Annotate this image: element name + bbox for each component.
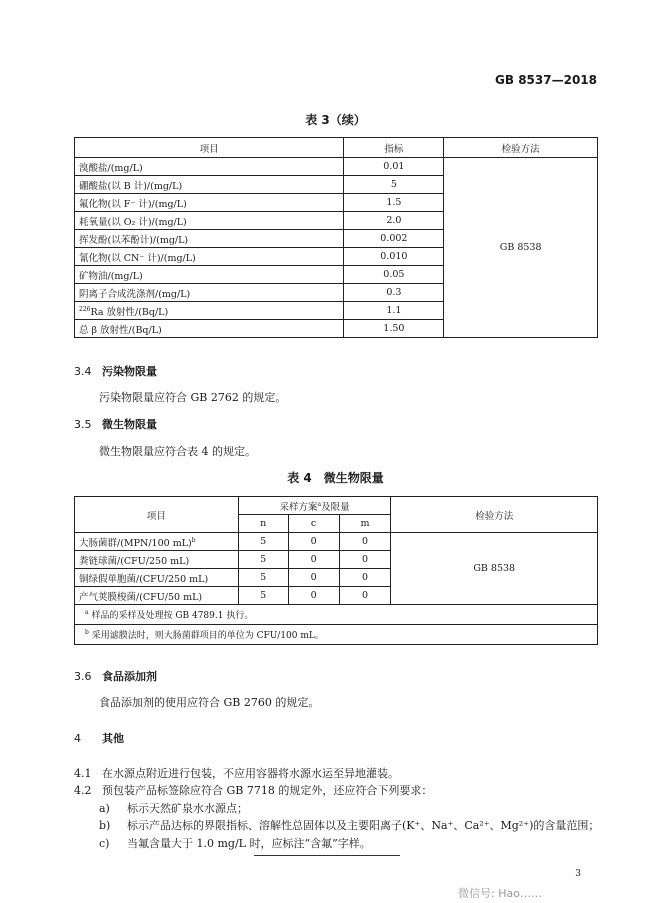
ion-ca: Ca²⁺ bbox=[464, 819, 490, 832]
item-number: 4.1 bbox=[74, 767, 92, 780]
table3-item: 总 β 放射性/(Bq/L) bbox=[75, 320, 344, 338]
table4-item: 产气荚膜梭菌/(CFU/50 mL) bbox=[75, 587, 239, 605]
table3-header-row bbox=[75, 138, 598, 158]
item-text: 在水源点附近进行包装，不应用容器将水源水运至异地灌装。 bbox=[102, 767, 399, 780]
ion-k: K⁺ bbox=[406, 819, 421, 832]
section-title: 其他 bbox=[102, 732, 124, 745]
table4-n: 5 bbox=[238, 533, 288, 551]
table4-note-row bbox=[75, 625, 598, 645]
item-4-1 bbox=[74, 765, 399, 781]
table4-c: 0 bbox=[288, 533, 339, 551]
item-text: 预包装产品标签除应符合 GB 7718 的规定外，还应符合下列要求： bbox=[102, 784, 433, 797]
table3-item-text: Ra 放射性/(Bq/L) bbox=[90, 306, 169, 318]
table4-m: 0 bbox=[339, 533, 391, 551]
section-number: 3.4 bbox=[74, 365, 92, 378]
note-text: 采用滤膜法时，则大肠菌群项目的单位为 CFU/100 mL。 bbox=[91, 631, 324, 641]
table3-item: 氟化物(以 F⁻ 计)/(mg/L) bbox=[75, 194, 344, 212]
subitem-mark: a) bbox=[99, 802, 110, 815]
ion-mg: Mg²⁺ bbox=[500, 819, 530, 832]
ion-na: Na⁺ bbox=[431, 819, 454, 832]
footnote-marker: b bbox=[191, 536, 196, 544]
subitem-text: 当氟含量大于 1.0 mg/L 时，应标注“含氟”字样。 bbox=[127, 837, 371, 850]
table3-value: 1.50 bbox=[344, 320, 444, 338]
table4-header-row bbox=[75, 497, 598, 515]
table4-note-a bbox=[75, 605, 598, 625]
section-number: 4 bbox=[74, 732, 81, 745]
table3-value: 2.0 bbox=[344, 212, 444, 230]
table3-value: 0.01 bbox=[344, 158, 444, 176]
table4-item-text: 大肠菌群/(MPN/100 mL) bbox=[79, 537, 192, 549]
table3-header-method: 检验方法 bbox=[444, 138, 598, 158]
table4-item bbox=[75, 533, 239, 551]
section-3-4-text: 污染物限量应符合 GB 2762 的规定。 bbox=[99, 391, 287, 404]
note-text: 样品的采样及处理按 GB 4789.1 执行。 bbox=[91, 611, 254, 621]
table3-item: 阴离子合成洗涤剂/(mg/L) bbox=[75, 284, 344, 302]
table4 bbox=[74, 496, 598, 645]
header-plan-text: 采样方案 bbox=[279, 501, 318, 513]
table3-method: GB 8538 bbox=[444, 158, 598, 338]
table4-caption: 表 4 微生物限量 bbox=[287, 471, 384, 485]
footnote-marker: a bbox=[85, 609, 89, 616]
section-title: 污染物限量 bbox=[102, 365, 157, 378]
footnote-marker: a bbox=[317, 500, 322, 508]
page-number: 3 bbox=[575, 869, 581, 879]
table4-note-b bbox=[75, 625, 598, 645]
isotope-mass-number: 226 bbox=[79, 305, 91, 313]
table3-header-value: 指标 bbox=[344, 138, 444, 158]
table3-header-item: 项目 bbox=[75, 138, 344, 158]
subitem-c bbox=[99, 835, 371, 851]
table3-value: 0.002 bbox=[344, 230, 444, 248]
subheader-n: n bbox=[238, 515, 288, 533]
table3-value: 0.3 bbox=[344, 284, 444, 302]
table3-item: 氰化物(以 CN⁻ 计)/(mg/L) bbox=[75, 248, 344, 266]
table4-item: 粪链球菌/(CFU/250 mL) bbox=[75, 551, 239, 569]
standard-code: GB 8537—2018 bbox=[495, 73, 597, 87]
table4-note-row bbox=[75, 605, 598, 625]
section-title: 微生物限量 bbox=[102, 418, 157, 431]
table3-value: 5 bbox=[344, 176, 444, 194]
table3-item: 耗氧量(以 O₂ 计)/(mg/L) bbox=[75, 212, 344, 230]
watermark: 微信号: Hao…… bbox=[458, 887, 542, 900]
subitem-mark: c) bbox=[99, 837, 110, 850]
end-rule bbox=[254, 855, 400, 856]
table-row bbox=[75, 533, 598, 551]
table3 bbox=[74, 137, 598, 338]
table3-caption: 表 3（续） bbox=[305, 113, 366, 127]
item-number: 4.2 bbox=[74, 784, 92, 797]
section-4-heading bbox=[74, 730, 124, 746]
header-plan-suffix: 及限量 bbox=[321, 501, 350, 513]
table4-m: 0 bbox=[339, 587, 391, 605]
table4-m: 0 bbox=[339, 551, 391, 569]
table4-header-plan bbox=[238, 497, 391, 515]
table4-n: 5 bbox=[238, 587, 288, 605]
item-4-2 bbox=[74, 782, 432, 798]
subheader-c: c bbox=[288, 515, 339, 533]
table3-item bbox=[75, 302, 344, 320]
section-title: 食品添加剂 bbox=[102, 670, 157, 683]
table3-value: 1.1 bbox=[344, 302, 444, 320]
table4-item: 铜绿假单胞菌/(CFU/250 mL) bbox=[75, 569, 239, 587]
section-number: 3.6 bbox=[74, 670, 92, 683]
table3-item: 硼酸盐(以 B 计)/(mg/L) bbox=[75, 176, 344, 194]
table4-n: 5 bbox=[238, 569, 288, 587]
section-3-4-heading bbox=[74, 363, 157, 379]
table3-value: 1.5 bbox=[344, 194, 444, 212]
table-row bbox=[75, 158, 598, 176]
table3-item: 挥发酚(以苯酚计)/(mg/L) bbox=[75, 230, 344, 248]
table3-item: 矿物油/(mg/L) bbox=[75, 266, 344, 284]
section-3-5-heading bbox=[74, 416, 157, 432]
table4-header-item: 项目 bbox=[75, 497, 239, 533]
section-number: 3.5 bbox=[74, 418, 92, 431]
table3-item: 溴酸盐/(mg/L) bbox=[75, 158, 344, 176]
table4-n: 5 bbox=[238, 551, 288, 569]
table4-c: 0 bbox=[288, 569, 339, 587]
table4-c: 0 bbox=[288, 587, 339, 605]
table3-value: 0.010 bbox=[344, 248, 444, 266]
table4-m: 0 bbox=[339, 569, 391, 587]
section-3-5-text: 微生物限量应符合表 4 的规定。 bbox=[99, 445, 256, 458]
subitem-text: 标示天然矿泉水水源点； bbox=[127, 802, 248, 815]
table4-method: GB 8538 bbox=[391, 533, 598, 605]
table4-header-method: 检验方法 bbox=[391, 497, 598, 533]
footnote-marker: b bbox=[85, 629, 89, 636]
subitem-a bbox=[99, 800, 248, 816]
table3-value: 0.05 bbox=[344, 266, 444, 284]
subitem-mark: b) bbox=[99, 819, 111, 832]
subitem-text: 标示产品达标的界限指标、溶解性总固体以及主要阳离子( bbox=[127, 819, 407, 832]
table4-c: 0 bbox=[288, 551, 339, 569]
subheader-m: m bbox=[339, 515, 391, 533]
subitem-b: b) 标示产品达标的界限指标、溶解性总固体以及主要阳离子(K⁺、Na⁺、Ca²⁺、Mg²⁺)的含量范围； bbox=[99, 819, 600, 832]
subitem-text-end: )的含量范围； bbox=[529, 819, 600, 832]
section-3-6-text: 食品添加剂的使用应符合 GB 2760 的规定。 bbox=[99, 696, 320, 709]
section-3-6-heading bbox=[74, 668, 157, 684]
